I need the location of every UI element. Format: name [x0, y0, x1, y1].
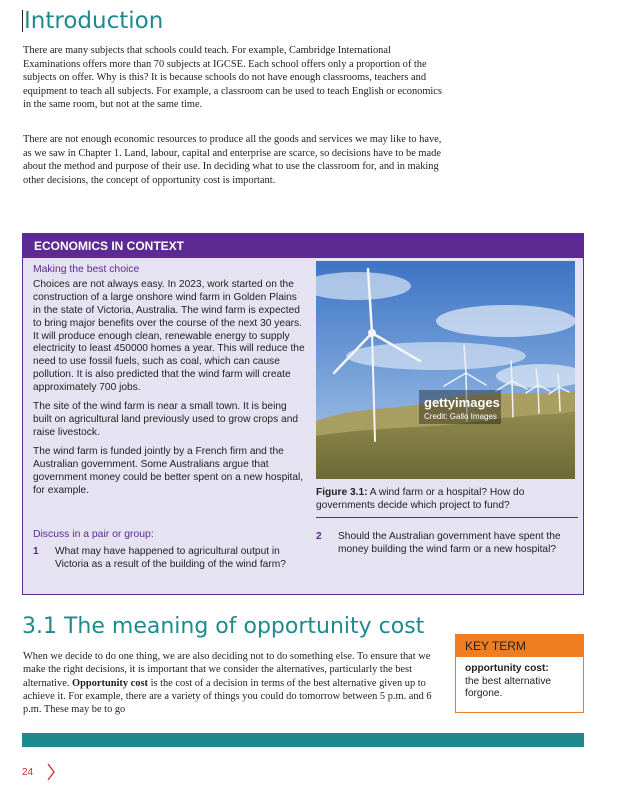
- question-2-text: Should the Australian government have spent the money building the wind farm or a new hospital?: [338, 531, 561, 555]
- context-box-title: ECONOMICS IN CONTEXT: [23, 234, 583, 258]
- key-term-box: [455, 634, 584, 713]
- photo-credit: Credit: Gallo Images: [424, 412, 497, 421]
- question-1-text: What may have happened to agricultural output in Victoria as a result of the building of the wind farm?: [55, 546, 286, 570]
- intro-paragraph-1: There are many subjects that schools could teach. For example, Cambridge International Examinations offers more than 70 subjects at IGCSE. Each school offers only a proportion of the subjects on offer. Why is this? It is because schools do not have enough classrooms, teachers and equipment to teach all subjects. For example, a classroom can be used to teach English or economics in the same room, but not at the same time.: [23, 45, 442, 110]
- question-1-number: 1: [33, 546, 39, 557]
- key-term-definition: the best alternative forgone.: [465, 675, 552, 699]
- discuss-heading: Discuss in a pair or group:: [33, 529, 154, 540]
- context-box-text: [33, 264, 305, 503]
- figure-caption-text: A wind farm or a hospital? How do governments decide which project to fund?: [316, 487, 525, 511]
- question-2: [316, 530, 576, 570]
- section-paragraph: [23, 650, 443, 716]
- key-term-title: KEY TERM: [456, 635, 583, 657]
- page-number: 24: [22, 767, 34, 778]
- key-term-word: opportunity cost:: [465, 663, 549, 674]
- page-title: Introduction: [24, 8, 164, 34]
- context-paragraph-1: Choices are not always easy. In 2023, work started on the construction of a large onshore wind farm in Golden Plains in the state of Victoria, Australia. The wind farm is expected to bring major benefits over the course of the next 30 years. It will produce enough clean, renewable energy to supply electricity to least 450000 homes a year. This will reduce the need to use fossil fuels, such as coal, which can cause pollution. It is also predicted that the wind farm will create approximately 700 jobs.: [33, 278, 305, 394]
- section-text-a: When we decide to do one thing, we are also deciding not to do something else. To ensure that we make the right decisions, it is important that we consider the alternatives, particularly the best alternative.: [23, 651, 431, 689]
- key-term-body: [456, 657, 583, 707]
- question-2-number: 2: [316, 531, 322, 542]
- context-paragraph-2: The site of the wind farm is near a small town. It is being built on agricultural land previously used to grow crops and raise livestock.: [33, 401, 299, 438]
- section-text-b: is the cost of a decision in terms of the best alternative given up to achieve it. For example, there are a variety of things you could do tomorrow between 5 p.m. and 6 p.m. These may be to go: [23, 677, 432, 716]
- economics-in-context-box: [22, 233, 584, 595]
- figure-caption: [316, 486, 578, 512]
- context-paragraph-3: The wind farm is funded jointly by a French firm and the Australian government. Some Australians argue that government money could be better spent on a new hospital, for example.: [33, 445, 304, 496]
- figure-label: Figure 3.1:: [316, 487, 368, 498]
- section-term: Opportunity cost: [72, 677, 148, 689]
- question-1: [33, 545, 303, 585]
- footer-band: [22, 733, 584, 747]
- text-cursor: [22, 10, 23, 32]
- context-subheading: Making the best choice: [33, 264, 140, 275]
- wind-farm-photo: [316, 261, 575, 479]
- photo-watermark: gettyimages: [424, 395, 500, 410]
- intro-paragraph-2: There are not enough economic resources to produce all the goods and services we may like to have, as we saw in Chapter 1. Land, labour, capital and enterprise are scarce, so decisions have to be made about the method and purpose of their use. In deciding what to use the classroom for, and in making other decisions, the concept of opportunity cost is important.: [23, 134, 442, 186]
- caption-divider: [316, 517, 578, 518]
- section-title: 3.1 The meaning of opportunity cost: [22, 614, 425, 639]
- next-page-chevron-icon[interactable]: [46, 762, 56, 782]
